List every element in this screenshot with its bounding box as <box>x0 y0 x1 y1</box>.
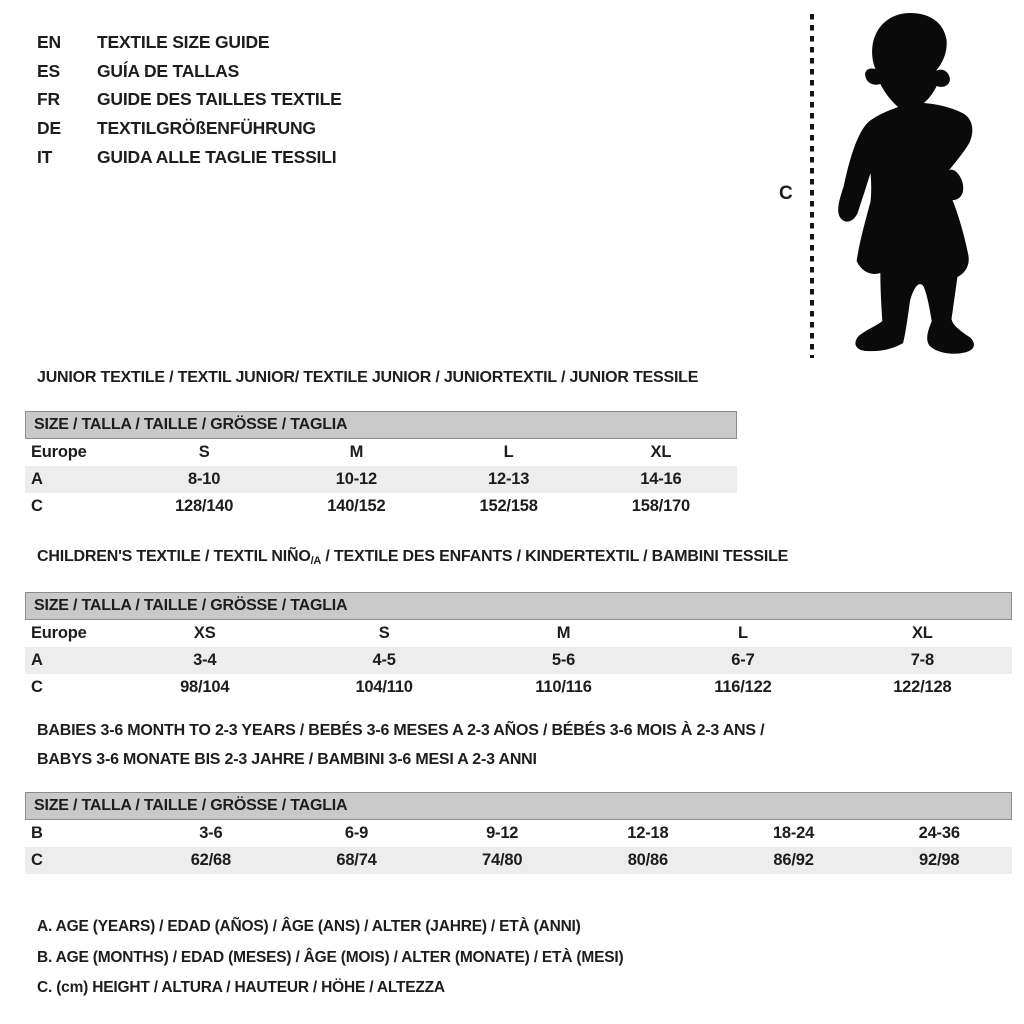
table-row <box>25 647 1012 674</box>
title-prefix: CHILDREN'S TEXTILE / TEXTIL NIÑO <box>37 548 311 565</box>
lang-row-en <box>37 28 342 57</box>
cell: 158/170 <box>631 497 690 515</box>
table-header-band: SIZE / TALLA / TAILLE / GRÖSSE / TAGLIA <box>25 592 1012 620</box>
cell: 92/98 <box>919 851 960 869</box>
childrens-section-title <box>37 548 788 566</box>
toddler-silhouette-icon <box>826 10 994 360</box>
cell: M <box>349 443 364 461</box>
babies-size-table <box>25 792 1012 874</box>
row-label: B <box>31 824 43 842</box>
row-label: C <box>31 497 43 515</box>
height-measure-label: C <box>779 183 793 204</box>
table-row <box>25 674 1012 701</box>
note-a: A. AGE (YEARS) / EDAD (AÑOS) / ÂGE (ANS) / ALTER (JAHRE) / ETÀ (ANNI) <box>37 918 581 935</box>
row-label: A <box>31 470 43 488</box>
table-header-band: SIZE / TALLA / TAILLE / GRÖSSE / TAGLIA <box>25 411 737 439</box>
lang-code: DE <box>37 118 61 139</box>
cell: 4-5 <box>372 651 396 669</box>
title-suffix: / TEXTILE DES ENFANTS / KINDERTEXTIL / BAMBINI TESSILE <box>321 548 789 565</box>
cell: 24-36 <box>918 824 960 842</box>
table-row <box>25 820 1012 847</box>
title-subscript: /A <box>310 555 322 567</box>
row-label: C <box>31 678 43 696</box>
cell: 128/140 <box>175 497 234 515</box>
cell: XL <box>650 443 672 461</box>
cell: 98/104 <box>180 678 230 696</box>
junior-size-table <box>25 411 737 520</box>
childrens-size-table <box>25 592 1012 701</box>
cell: 14-16 <box>640 470 682 488</box>
row-label: Europe <box>31 443 87 461</box>
cell: 62/68 <box>190 851 231 869</box>
cell: 7-8 <box>910 651 934 669</box>
lang-code: ES <box>37 60 60 81</box>
table-row <box>25 466 737 493</box>
cell: 12-13 <box>488 470 530 488</box>
babies-section-title-line2: BABYS 3-6 MONATE BIS 2-3 JAHRE / BAMBINI 3-6 MESI A 2-3 ANNI <box>37 751 537 768</box>
cell: 3-6 <box>199 824 223 842</box>
cell: 110/116 <box>535 678 592 696</box>
table-row <box>25 620 1012 647</box>
lang-code: FR <box>37 89 60 110</box>
height-dotted-line <box>810 14 814 358</box>
cell: S <box>198 443 210 461</box>
cell: L <box>503 443 514 461</box>
row-label: C <box>31 851 43 869</box>
cell: 6-7 <box>731 651 755 669</box>
lang-row-fr <box>37 86 342 115</box>
lang-title: GUIDA ALLE TAGLIE TESSILI <box>97 147 337 168</box>
lang-title: TEXTILE SIZE GUIDE <box>97 31 270 52</box>
table-row <box>25 847 1012 874</box>
cell: 12-18 <box>627 824 669 842</box>
lang-row-it <box>37 143 342 172</box>
cell: XS <box>193 624 216 642</box>
lang-row-es <box>37 57 342 86</box>
cell: 18-24 <box>772 824 815 842</box>
lang-code: IT <box>37 147 53 168</box>
babies-section-title-line1: BABIES 3-6 MONTH TO 2-3 YEARS / BEBÉS 3-6 MESES A 2-3 AÑOS / BÉBÉS 3-6 MOIS À 2-3 ANS / <box>37 722 765 739</box>
cell: 152/158 <box>479 497 538 515</box>
cell: 74/80 <box>482 851 523 869</box>
lang-code: EN <box>37 31 61 52</box>
cell: 8-10 <box>188 470 221 488</box>
table-row <box>25 493 737 520</box>
cell: XL <box>911 624 933 642</box>
table-row <box>25 439 737 466</box>
cell: 80/86 <box>627 851 668 869</box>
note-b: B. AGE (MONTHS) / EDAD (MESES) / ÂGE (MOIS) / ALTER (MONATE) / ETÀ (MESI) <box>37 948 624 966</box>
cell: 68/74 <box>336 851 377 869</box>
cell: 3-4 <box>193 651 217 669</box>
lang-title: GUÍA DE TALLAS <box>97 60 240 81</box>
lang-title: TEXTILGRÖßENFÜHRUNG <box>97 118 316 139</box>
cell: 116/122 <box>714 678 772 696</box>
cell: 86/92 <box>773 851 814 869</box>
lang-title: GUIDE DES TAILLES TEXTILE <box>97 89 342 110</box>
cell: 10-12 <box>335 470 377 488</box>
legend-notes <box>37 912 623 1004</box>
row-label: A <box>31 651 43 669</box>
junior-section-title: JUNIOR TEXTILE / TEXTIL JUNIOR/ TEXTILE JUNIOR / JUNIORTEXTIL / JUNIOR TESSILE <box>37 369 699 386</box>
note-c: C. (cm) HEIGHT / ALTURA / HAUTEUR / HÖHE / ALTEZZA <box>37 979 445 996</box>
cell: 5-6 <box>551 651 576 669</box>
lang-row-de <box>37 114 342 143</box>
table-header-band: SIZE / TALLA / TAILLE / GRÖSSE / TAGLIA <box>25 792 1012 820</box>
cell: 104/110 <box>355 678 413 696</box>
row-label: Europe <box>31 624 87 642</box>
cell: M <box>556 624 571 642</box>
cell: L <box>737 624 748 642</box>
cell: 140/152 <box>327 497 386 515</box>
language-title-block <box>37 28 342 172</box>
cell: 122/128 <box>893 678 952 696</box>
cell: 6-9 <box>344 824 369 842</box>
cell: 9-12 <box>486 824 519 842</box>
cell: S <box>378 624 390 642</box>
